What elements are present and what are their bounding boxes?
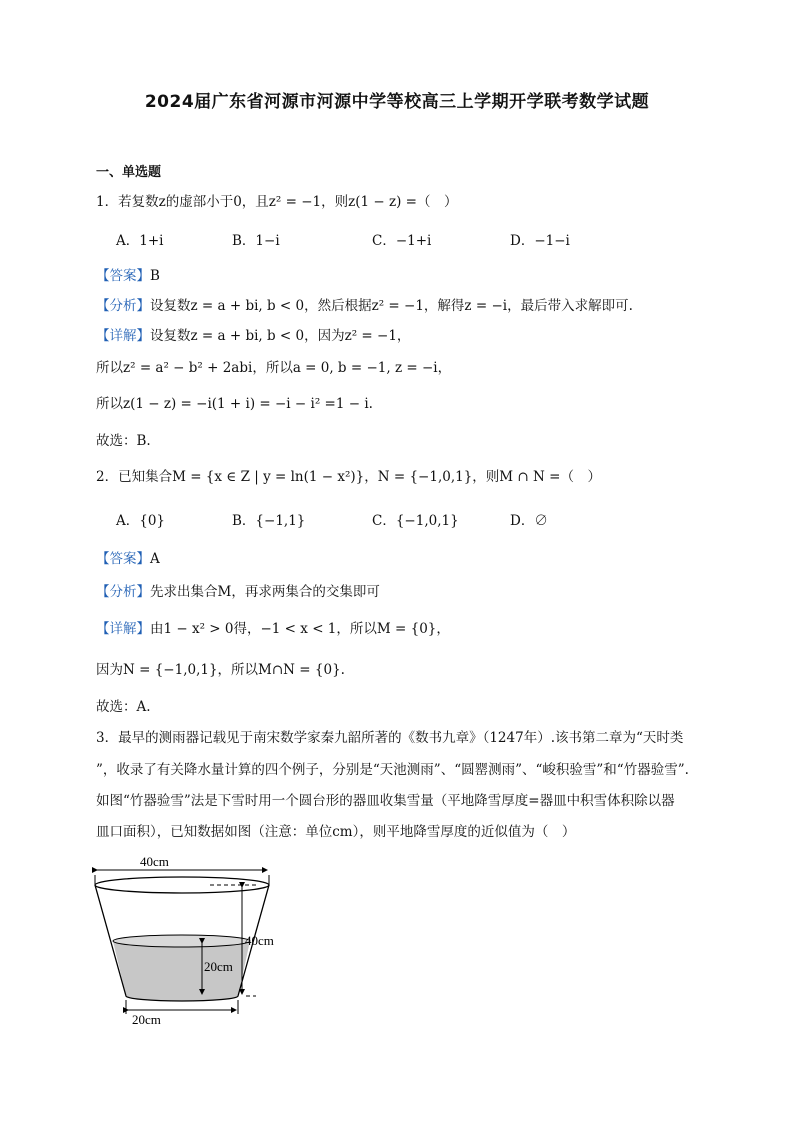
- q2-analysis-line: [96, 582, 380, 602]
- q2-option-a: A．{0}: [116, 513, 166, 529]
- page-title: 2024届广东省河源市河源中学等校高三上学期开学联考数学试题: [144, 92, 650, 112]
- container-rim: [95, 877, 269, 893]
- analysis-tag: 【分析】: [96, 298, 150, 314]
- q2-option-b: B．{−1,1}: [232, 513, 306, 529]
- q3-line1: 3．最早的测雨器记载见于南宋数学家秦九韶所著的《数书九章》（1247年）.该书第二章为“天时类: [96, 730, 684, 746]
- q2-detail: 由1 − x² > 0得，−1 < x < 1，所以M = {0}，: [150, 621, 450, 637]
- q1-analysis: 设复数z = a + bi, b < 0，然后根据z² = −1，解得z = −i，最后带入求解即可.: [150, 298, 633, 314]
- q1-option-d: D．−1−i: [510, 233, 570, 249]
- q2-answer-line: [96, 549, 160, 569]
- section-heading: 一、单选题: [96, 165, 162, 180]
- q1-detail: 设复数z = a + bi, b < 0，因为z² = −1，: [150, 328, 411, 344]
- snow-depth-label: 20cm: [204, 959, 233, 974]
- q1-analysis-line: [96, 296, 633, 316]
- q1-option-a: A．1+i: [116, 233, 164, 249]
- frustum-container-figure: [88, 850, 298, 1030]
- q1-detail-line3: 所以z(1 − z) = −i(1 + i) = −i − i² =1 − i.: [96, 396, 373, 412]
- q2-option-d: D．∅: [510, 513, 548, 529]
- q1-detail-line: [96, 326, 410, 346]
- height-label: 40cm: [245, 933, 274, 948]
- q1-option-b: B．1−i: [232, 233, 280, 249]
- q3-line3: 如图“竹器验雪”法是下雪时用一个圆台形的器皿收集雪量（平地降雪厚度=器皿中积雪体积除以器: [96, 793, 675, 809]
- q2-analysis: 先求出集合M，再求两集合的交集即可: [150, 584, 380, 600]
- detail-tag: 【详解】: [96, 621, 150, 637]
- q2-detail-line2: 因为N = {−1,0,1}，所以M∩N = {0}.: [96, 662, 345, 678]
- q2-answer: A: [150, 551, 160, 567]
- q1-answer-line: [96, 266, 160, 286]
- q1-answer: B: [150, 268, 160, 284]
- q1-detail-line2: 所以z² = a² − b² + 2abi，所以a = 0, b = −1, z = −i，: [96, 360, 452, 376]
- q2-choose: 故选：A.: [96, 699, 151, 715]
- q2-detail-line: [96, 619, 450, 639]
- snow-surface: [113, 935, 250, 947]
- bottom-diameter-label: 20cm: [132, 1012, 161, 1027]
- q1-option-c: C．−1+i: [372, 233, 432, 249]
- q3-line4: 皿口面积），已知数据如图（注意：单位cm），则平地降雪厚度的近似值为（ ）: [96, 824, 576, 840]
- top-diameter-label: 40cm: [140, 854, 169, 869]
- q3-line2: ”，收录了有关降水量计算的四个例子，分别是“天池测雨”、“圆罂测雨”、“峻积验雪”和“竹器验雪”.: [96, 762, 689, 778]
- answer-tag: 【答案】: [96, 268, 150, 284]
- q1-stem: 1．若复数z的虚部小于0，且z² = −1，则z(1 − z) =（ ）: [96, 194, 458, 210]
- answer-tag: 【答案】: [96, 551, 150, 567]
- q2-option-c: C．{−1,0,1}: [372, 513, 459, 529]
- q2-stem: 2．已知集合M = {x ∈ Z | y = ln(1 − x²)}，N = {−1,0,1}，则M ∩ N =（ ）: [96, 469, 601, 485]
- analysis-tag: 【分析】: [96, 584, 150, 600]
- q1-choose: 故选：B.: [96, 433, 151, 449]
- detail-tag: 【详解】: [96, 328, 150, 344]
